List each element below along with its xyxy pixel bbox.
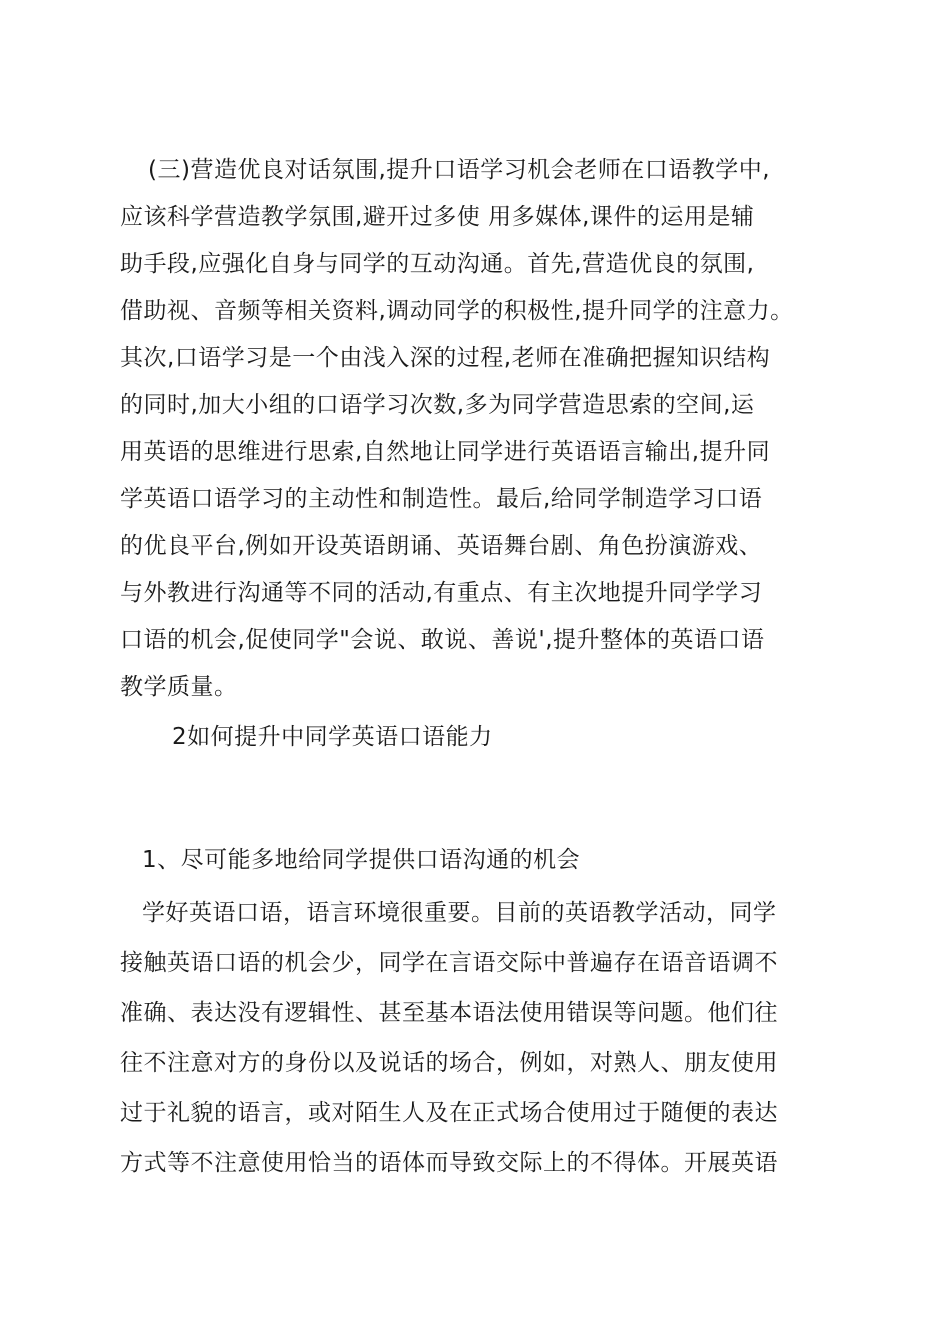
section-heading-2: 2如何提升中同学英语口语能力	[172, 724, 493, 750]
section3-line-3: 助手段,应强化自身与同学的互动沟通。首先,营造优良的氛围,	[120, 251, 755, 277]
section3-line-8: 学英语口语学习的主动性和制造性。最后,给同学制造学习口语	[120, 486, 763, 512]
section3-line-12: 教学质量。	[120, 674, 238, 700]
paragraph1-line-5: 过于礼貌的语言，或对陌生人及在正式场合使用过于随便的表达	[120, 1100, 778, 1126]
paragraph1-line-6: 方式等不注意使用恰当的语体而导致交际上的不得体。开展英语	[120, 1150, 778, 1176]
section3-line-5: 其次,口语学习是一个由浅入深的过程,老师在准确把握知识结构	[120, 345, 771, 371]
paragraph1-line-4: 往不注意对方的身份以及说话的场合，例如，对熟人、朋友使用	[120, 1050, 778, 1076]
section3-line-11: 口语的机会,促使同学"会说、敢说、善说',提升整体的英语口语	[120, 627, 765, 653]
section3-line-2: 应该科学营造教学氛围,避开过多使 用多媒体,课件的运用是辅	[120, 204, 755, 230]
section3-line-7: 用英语的思维进行思索,自然地让同学进行英语语言输出,提升同	[120, 439, 771, 465]
section3-line-1: (三)营造优良对话氛围,提升口语学习机会老师在口语教学中,	[148, 157, 771, 183]
paragraph1-line-2: 接触英语口语的机会少，同学在言语交际中普遍存在语音语调不	[120, 950, 778, 976]
section3-line-4: 借助视、音频等相关资料,调动同学的积极性,提升同学的注意力。	[120, 298, 794, 324]
section3-line-6: 的同时,加大小组的口语学习次数,多为同学营造思索的空间,运	[120, 392, 755, 418]
section3-line-9: 的优良平台,例如开设英语朗诵、英语舞台剧、角色扮演游戏、	[120, 533, 763, 559]
paragraph1-line-1: 学好英语口语，语言环境很重要。目前的英语教学活动，同学	[142, 900, 777, 926]
subheading-1: 1、尽可能多地给同学提供口语沟通的机会	[142, 847, 581, 873]
section3-line-10: 与外教进行沟通等不同的活动,有重点、有主次地提升同学学习	[120, 580, 763, 606]
paragraph1-line-3: 准确、表达没有逻辑性、甚至基本语法使用错误等问题。他们往	[120, 1000, 778, 1026]
